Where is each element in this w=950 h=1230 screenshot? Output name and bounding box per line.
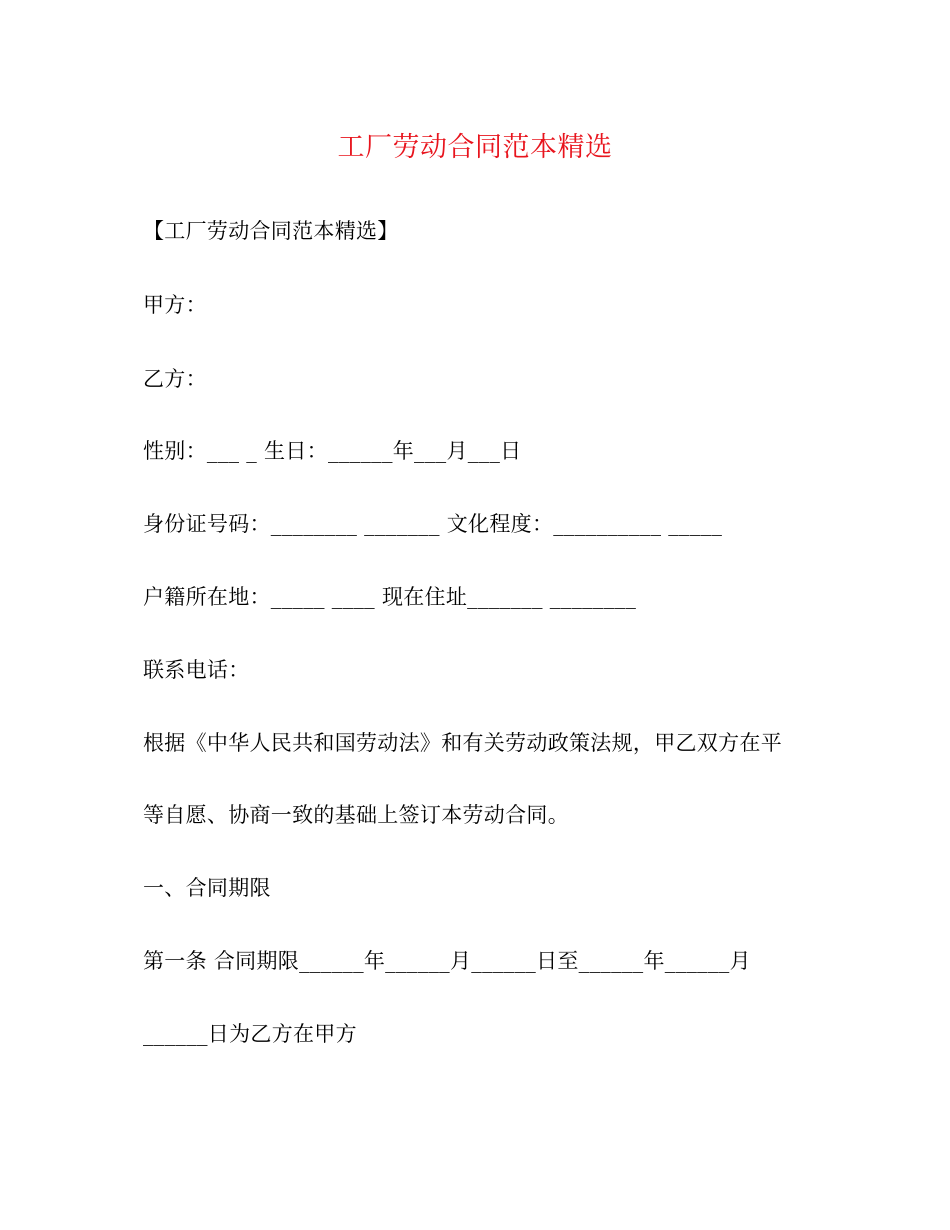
party-a-line: 甲方： xyxy=(143,293,207,317)
party-b-line: 乙方： xyxy=(143,367,207,391)
residence-address-line: 户籍所在地：_____ ____ 现在住址_______ ________ xyxy=(143,585,637,609)
section-heading-contract-term: 一、合同期限 xyxy=(143,876,271,900)
preamble-line-1: 根据《中华人民共和国劳动法》和有关劳动政策法规，甲乙双方在平 xyxy=(143,731,782,755)
article-one-line-1: 第一条 合同期限______年______月______日至______年______月 xyxy=(143,949,751,973)
article-one-line-2: ______日为乙方在甲方 xyxy=(143,1022,357,1046)
document-title: 工厂劳动合同范本精选 xyxy=(337,132,613,163)
id-education-line: 身份证号码：________ _______ 文化程度：__________ _____ xyxy=(143,512,723,536)
preamble-line-2: 等自愿、协商一致的基础上签订本劳动合同。 xyxy=(143,803,569,827)
bracketed-heading: 【工厂劳动合同范本精选】 xyxy=(143,219,399,243)
phone-line: 联系电话： xyxy=(143,658,250,682)
gender-birthday-line: 性别：___ _ 生日：______年___月___日 xyxy=(143,439,522,463)
